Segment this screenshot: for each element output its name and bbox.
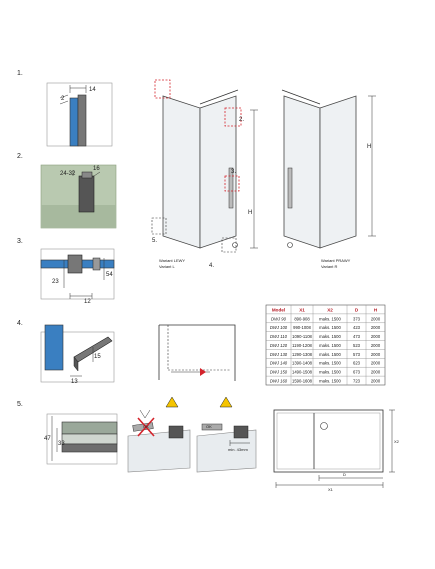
- detail-3-dim-23: 23: [52, 279, 59, 285]
- detail-4-dim-15: 15: [94, 354, 101, 360]
- table-cell: 473: [353, 334, 360, 340]
- callout-4: 4.: [209, 263, 215, 269]
- table-header-cell: X2: [327, 307, 333, 313]
- table-cell: DWJ 90: [271, 316, 286, 322]
- table-cell: DWJ 120: [269, 342, 288, 348]
- step5-right-scene: [197, 397, 256, 472]
- table-header-cell: X1: [299, 307, 305, 313]
- right-variant-title: Wariant PRAWY: [321, 258, 351, 263]
- detail-4-dim-13: 13: [71, 379, 78, 385]
- table-header-cell: D: [354, 307, 359, 313]
- min-clearance-label: min. 43mm: [228, 447, 248, 452]
- table-header-cell: H: [373, 307, 378, 313]
- detail-2-drawing: [41, 165, 116, 228]
- detail-2-dim-16: 16: [93, 166, 100, 172]
- left-variant-subtitle: Variant L: [159, 264, 175, 269]
- right-height-label: H: [367, 144, 372, 150]
- step-5-number: 5.: [17, 401, 23, 408]
- table-cell: 1390-1408: [291, 360, 313, 366]
- step-3-number: 3.: [17, 238, 23, 245]
- detail-3-dim-12: 12: [84, 299, 91, 305]
- table-cell: 723: [353, 378, 360, 384]
- table-cell: maks. 1500: [319, 360, 341, 366]
- table-cell: maks. 1500: [319, 378, 341, 384]
- detail-5-dim-33: 33: [58, 441, 65, 447]
- table-cell: maks. 1500: [319, 334, 341, 340]
- table-cell: DWJ 110: [270, 334, 287, 340]
- plan-view: [274, 410, 395, 488]
- step-2-number: 2.: [17, 153, 23, 160]
- table-cell: 1490-1508: [291, 369, 313, 375]
- table-cell: DWJ 100: [269, 325, 288, 331]
- callout-2: 2.: [239, 117, 245, 123]
- table-header-cell: Model: [271, 307, 286, 313]
- table-cell: 623: [353, 360, 360, 366]
- step-4-number: 4.: [17, 320, 23, 327]
- model-table: [266, 305, 385, 385]
- table-cell: 2000: [370, 360, 381, 366]
- table-cell: DWJ 130: [269, 351, 288, 357]
- table-cell: 1590-1608: [291, 378, 313, 384]
- step5-wrong-scene: [128, 397, 190, 472]
- ok-label-right: OK: [206, 424, 212, 429]
- top-view-sketch: [159, 325, 235, 381]
- table-cell: 523: [353, 342, 360, 348]
- table-cell: 1090-1108: [292, 334, 312, 340]
- table-cell: 2000: [370, 316, 381, 322]
- table-cell: 1190-1208: [292, 342, 312, 348]
- left-variant-elevation: [152, 80, 258, 252]
- detail-5-dim-47: 47: [44, 436, 51, 442]
- detail-5-drawing: [47, 414, 117, 464]
- table-cell: 573: [353, 351, 360, 357]
- table-cell: DWJ 160: [269, 378, 288, 384]
- table-cell: 423: [353, 325, 360, 331]
- callout-3: 3.: [231, 169, 237, 175]
- table-cell: DWJ 140: [269, 360, 288, 366]
- table-cell: 890-908: [294, 316, 310, 322]
- left-variant-title: Wariant LEWY: [159, 258, 186, 263]
- table-cell: 2000: [370, 369, 381, 375]
- table-cell: 2000: [370, 378, 381, 384]
- callout-5: 5.: [152, 238, 158, 244]
- table-cell: DWJ 150: [269, 369, 288, 375]
- table-cell: 2000: [370, 325, 381, 331]
- detail-3-drawing: [41, 249, 114, 299]
- table-cell: maks. 1500: [319, 325, 341, 331]
- step-1-number: 1.: [17, 70, 23, 77]
- table-cell: 1290-1308: [291, 351, 313, 357]
- detail-2-dim-24-32: 24-32: [60, 171, 76, 177]
- table-cell: 2000: [370, 342, 381, 348]
- table-cell: maks. 1500: [319, 342, 341, 348]
- left-height-label: H: [248, 210, 253, 216]
- table-cell: 2000: [370, 351, 381, 357]
- table-cell: maks. 1500: [319, 351, 341, 357]
- detail-1-drawing: [47, 83, 112, 146]
- table-cell: 373: [353, 316, 360, 322]
- detail-4-drawing: [41, 325, 114, 382]
- plan-label-d: D: [343, 472, 346, 477]
- right-variant-elevation: [282, 90, 376, 248]
- ok-label-left: OK: [143, 424, 149, 429]
- detail-1-dim-14: 14: [89, 87, 96, 93]
- table-cell: 673: [353, 369, 360, 375]
- detail-1-dim-2: 2: [61, 96, 65, 102]
- plan-label-x2: X2: [394, 439, 399, 444]
- table-cell: maks. 1500: [319, 369, 341, 375]
- right-variant-subtitle: Variant R: [321, 264, 338, 269]
- table-cell: maks. 1500: [319, 316, 341, 322]
- plan-label-x1: X1: [328, 487, 333, 492]
- detail-3-dim-54: 54: [106, 272, 113, 278]
- table-cell: 2000: [370, 334, 381, 340]
- table-cell: 990-1008: [293, 325, 311, 331]
